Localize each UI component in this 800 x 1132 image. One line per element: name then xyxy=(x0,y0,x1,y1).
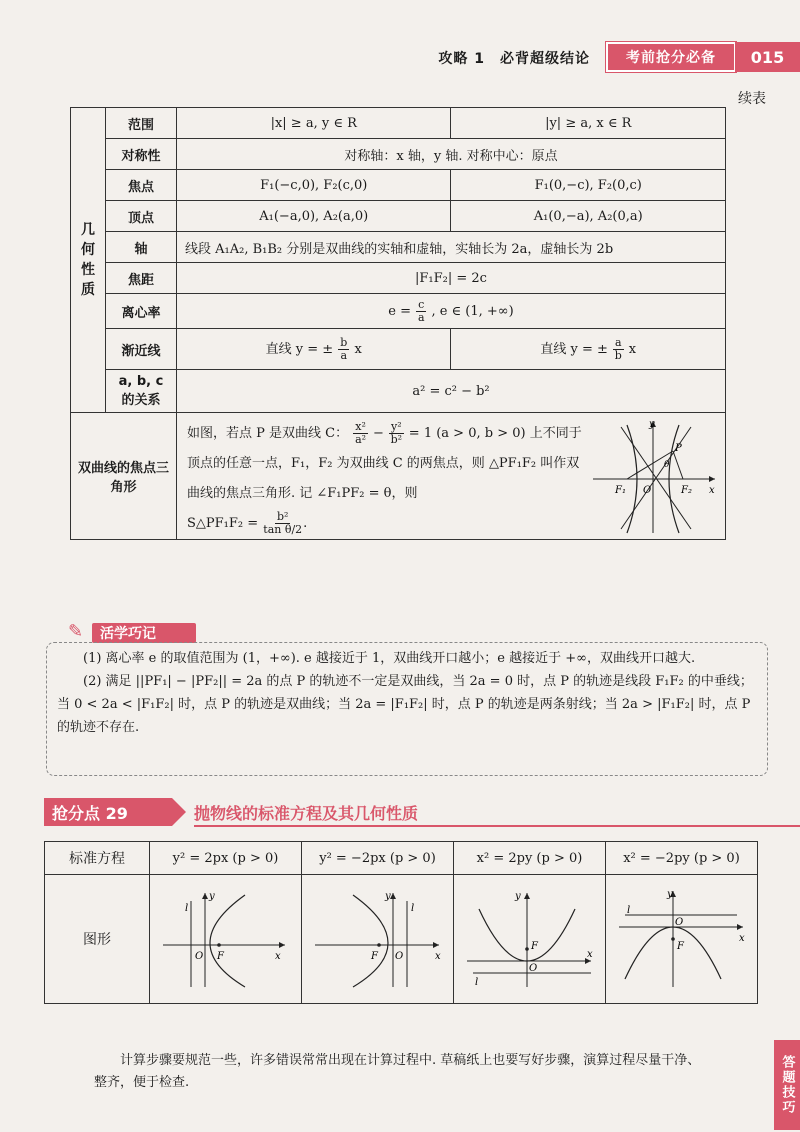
fig1-l: l xyxy=(184,903,188,914)
section-title: 抛物线的标准方程及其几何性质 xyxy=(194,804,419,823)
eq-4: x² = −2py (p > 0) xyxy=(606,842,758,875)
cell-focal-length: |F₁F₂| = 2c xyxy=(177,263,726,294)
row-label-symmetry: 对称性 xyxy=(106,139,177,170)
row-label-focal-length: 焦距 xyxy=(106,263,177,294)
pf2-line xyxy=(673,451,683,479)
eq-3: x² = 2py (p > 0) xyxy=(454,842,606,875)
fig2-x: x xyxy=(434,951,441,962)
group-label: 几 何 性 质 xyxy=(71,108,106,413)
breadcrumb: 攻略 1 必背超级结论 xyxy=(438,51,590,67)
x-axis-arrow xyxy=(709,476,715,482)
focal-triangle-text xyxy=(181,413,591,539)
ecc-prefix: e = xyxy=(388,303,411,319)
fig-theta: θ xyxy=(664,460,670,470)
section-header xyxy=(44,798,800,826)
tri-frac1 xyxy=(353,421,368,446)
focal-triangle-figure xyxy=(591,417,721,537)
fig3-x: x xyxy=(586,949,593,960)
tri-text2: = 1 (a > 0, b > 0) 上不同于顶点的任意一点，F₁，F₂ 为双曲线 C 的两焦点，则 △PF₁F₂ 叫作双曲线的焦点三角形. 记 ∠F₁PF₂ = θ，则 xyxy=(187,426,582,501)
ecc-den: a xyxy=(417,310,425,324)
fig4-l: l xyxy=(626,905,630,916)
fig4-y: y xyxy=(666,889,673,900)
tri-num2: y² xyxy=(391,420,402,433)
asym-left-frac xyxy=(338,337,349,362)
fig-y: y xyxy=(649,419,655,430)
asym-right-num: a xyxy=(615,335,622,349)
fig2-l: l xyxy=(410,903,414,914)
row-label-foci: 焦点 xyxy=(106,170,177,201)
parabola-up-figure xyxy=(459,887,601,991)
fig-p: P xyxy=(675,443,682,454)
fig1-o: O xyxy=(194,951,203,962)
label-standard-eq: 标准方程 xyxy=(45,842,150,875)
fig1-y: y xyxy=(208,891,215,902)
fig-x: x xyxy=(709,485,715,496)
memo-box xyxy=(46,642,768,776)
asym-left-den: a xyxy=(340,348,348,362)
fig-f1: F₁ xyxy=(615,485,626,496)
asym-right-den: b xyxy=(614,348,622,362)
area-num: b² xyxy=(277,510,289,523)
row-label-axis: 轴 xyxy=(106,232,177,263)
asym-right-prefix: 直线 y = ± xyxy=(540,341,608,357)
row-label-eccentricity: 离心率 xyxy=(106,294,177,329)
side-tab: 答题技巧 xyxy=(774,1040,800,1130)
cell-abc: a² = c² − b² xyxy=(177,370,726,413)
fig-cell-1 xyxy=(150,875,302,1004)
fig3-l: l xyxy=(474,977,478,988)
fig3-o: O xyxy=(528,963,537,974)
hyperbola-properties-table xyxy=(70,107,726,540)
row-label-asymptote: 渐近线 xyxy=(106,329,177,370)
fig3-y: y xyxy=(514,891,521,902)
fig4-x: x xyxy=(738,933,745,944)
cell-symmetry: 对称轴：x 轴，y 轴. 对称中心：原点 xyxy=(177,139,726,170)
parabola-down-figure xyxy=(611,887,753,991)
pencil-icon: ✎ xyxy=(68,621,84,642)
asym-left-num: b xyxy=(340,335,348,349)
page-header xyxy=(0,40,800,74)
asym-right-frac xyxy=(613,337,624,362)
tri-frac2 xyxy=(389,421,404,446)
asym-right-suffix: x xyxy=(628,341,637,357)
area-frac xyxy=(263,511,302,536)
tri-text1: 如图，若点 P 是双曲线 C： xyxy=(187,426,349,441)
parabola-table xyxy=(44,841,758,1004)
row-label-range: 范围 xyxy=(106,108,177,139)
label-figure: 图形 xyxy=(45,875,150,1004)
tri-den2: b² xyxy=(390,433,403,446)
cell-asymptote-left xyxy=(177,329,451,370)
tri-num1: x² xyxy=(355,420,366,433)
cell-foci-right: F₁(0,−c), F₂(0,c) xyxy=(451,170,726,201)
ecc-fraction xyxy=(416,299,426,324)
continued-label: 续表 xyxy=(738,91,766,107)
row-label-focal-triangle: 双曲线的焦点三角形 xyxy=(71,413,177,540)
cell-eccentricity xyxy=(177,294,726,329)
cell-asymptote-right xyxy=(451,329,726,370)
eq-2: y² = −2px (p > 0) xyxy=(302,842,454,875)
parabola-left-figure xyxy=(307,887,449,991)
fig4-f: F xyxy=(676,941,684,952)
memo-p2: (2) 满足 ||PF₁| − |PF₂|| = 2a 的点 P 的轨迹不一定是双曲线，当 2a = 0 时，点 P 的轨迹是线段 F₁F₂ 的中垂线；当 0 < 2a < |F₁F₂| 时，点 P 的轨迹是双曲线；当 2a = |F₁F₂| 时，点 P 的轨迹是两条射线；当 2a > |F₁F₂| 时，点 P 的轨迹不存在. xyxy=(57,674,753,735)
section-underline xyxy=(194,825,800,827)
footer-tip: 计算步骤要规范一些，许多错误常常出现在计算过程中. 草稿纸上也要写好步骤，演算过程尽量干净、整齐，便于检查. xyxy=(94,1053,701,1090)
cell-vertex-left: A₁(−a,0), A₂(a,0) xyxy=(177,201,451,232)
fig2-o: O xyxy=(394,951,403,962)
fig4-o: O xyxy=(674,917,683,928)
fig2-y: y xyxy=(384,891,391,902)
ecc-num: c xyxy=(418,297,425,311)
area-den: tan θ/2 xyxy=(263,523,303,536)
parabola-right-figure xyxy=(155,887,297,991)
eq-1: y² = 2px (p > 0) xyxy=(150,842,302,875)
fig-cell-4 xyxy=(606,875,758,1004)
cell-range-left: |x| ≥ a, y ∈ R xyxy=(177,108,451,139)
asym-left-suffix: x xyxy=(354,341,362,357)
fig3-f: F xyxy=(530,941,538,952)
cell-foci-left: F₁(−c,0), F₂(c,0) xyxy=(177,170,451,201)
area-prefix: S△PF₁F₂ = xyxy=(187,516,259,531)
section-number: 抢分点 29 xyxy=(44,798,172,826)
page-number: 015 xyxy=(735,42,800,72)
ecc-suffix: , e ∈ (1, +∞) xyxy=(431,303,514,319)
memo-p1: (1) 离心率 e 的取值范围为 (1，+∞). e 越接近于 1，双曲线开口越小；e 越接近于 +∞，双曲线开口越大. xyxy=(83,651,696,666)
cell-range-right: |y| ≥ a, x ∈ R xyxy=(451,108,726,139)
tri-den1: a² xyxy=(355,433,367,446)
fig-f2: F₂ xyxy=(681,485,692,496)
focal-triangle-content xyxy=(181,413,721,539)
fig1-f: F xyxy=(216,951,224,962)
fig-cell-3 xyxy=(454,875,606,1004)
fig2-f: F xyxy=(370,951,378,962)
fig1-x: x xyxy=(274,951,281,962)
cell-axis: 线段 A₁A₂, B₁B₂ 分别是双曲线的实轴和虚轴，实轴长为 2a，虚轴长为 2b xyxy=(177,232,726,263)
tri-minus: − xyxy=(368,426,389,441)
fig-o: O xyxy=(643,485,652,496)
fig-cell-2 xyxy=(302,875,454,1004)
memo-title-text: 活学巧记 xyxy=(92,623,196,643)
area-end: . xyxy=(303,516,308,531)
row-label-vertex: 顶点 xyxy=(106,201,177,232)
cell-vertex-right: A₁(0,−a), A₂(0,a) xyxy=(451,201,726,232)
cell-focal-triangle xyxy=(177,413,726,540)
chapter-tag: 考前抢分必备 xyxy=(606,42,736,72)
asym-left-prefix: 直线 y = ± xyxy=(265,341,334,357)
row-label-abc: a, b, c 的关系 xyxy=(106,370,177,413)
